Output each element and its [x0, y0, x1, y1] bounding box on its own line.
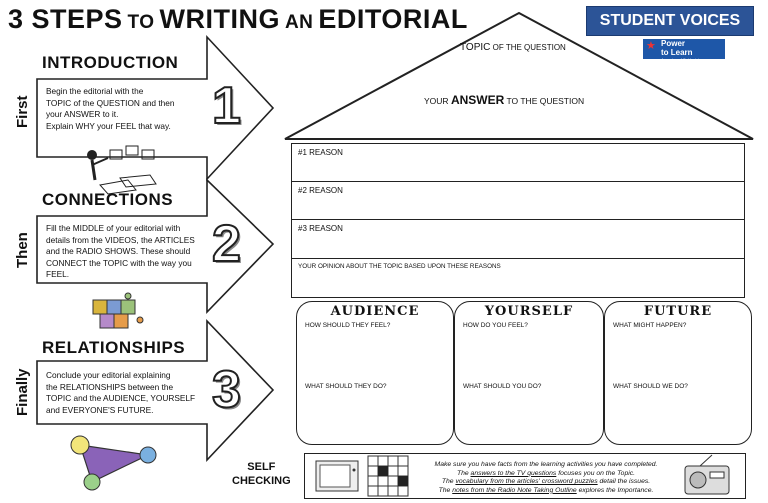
audience-q2: WHAT SHOULD THEY DO? — [305, 383, 387, 390]
roof-triangle — [285, 13, 753, 139]
page-title: 3 STEPS TO WRITING AN EDITORIAL — [8, 4, 468, 34]
reason-2-box[interactable]: #2 REASON — [291, 181, 745, 220]
yourself-heading: YOURSELF — [484, 304, 574, 319]
audience-heading: AUDIENCE — [330, 304, 420, 319]
audience-q1: HOW SHOULD THEY FEEL? — [305, 322, 391, 329]
side-label-first: First — [14, 95, 31, 128]
step-number-2: 2 — [212, 215, 241, 273]
reason-3-box[interactable]: #3 REASON — [291, 219, 745, 259]
student-voices-badge: STUDENT VOICES — [586, 6, 754, 36]
step-label-introduction: INTRODUCTION — [42, 53, 179, 72]
future-heading: FUTURE — [643, 304, 713, 319]
roof-answer: YOUR ANSWER TO THE QUESTION — [424, 93, 585, 107]
self-checking-label: SELF CHECKING — [232, 461, 291, 487]
side-label-finally: Finally — [14, 368, 31, 416]
reason-1-box[interactable]: #1 REASON — [291, 143, 745, 182]
opinion-box[interactable]: YOUR OPINION ABOUT THE TOPIC BASED UPON THESE REASONS — [291, 258, 745, 298]
future-q2: WHAT SHOULD WE DO? — [613, 383, 688, 390]
audience-panel[interactable] — [296, 301, 454, 445]
step-1-description: Begin the editorial with the TOPIC of the QUESTION and then your ANSWER to it. Explain WHY your FEEL that way. — [46, 86, 175, 131]
star-icon: ★ — [646, 40, 656, 52]
future-q1: WHAT MIGHT HAPPEN? — [613, 322, 687, 329]
future-panel[interactable] — [604, 301, 752, 445]
step-2-description: Fill the MIDDLE of your editorial with details from the VIDEOS, the ARTICLES and the RADIO SHOWS. These should CONNECT the TOPIC with the way you FEEL. — [46, 223, 195, 280]
step-number-1: 1 — [212, 77, 241, 135]
step-number-3: 3 — [212, 361, 241, 419]
self-check-text: Make sure you have facts from the learning activities you have completed. The answers to the TV questions focuses you on the Topic. The vocabulary from the articles' crossword puzzles detail the issues. The notes from the Radio Note Taking Outline explores the Importance. — [434, 461, 658, 494]
step-3-description: Conclude your editorial explaining the RELATIONSHIPS between the TOPIC and the AUDIENCE, YOURSELF and EVERYONE'S FUTURE. — [46, 370, 196, 415]
roof-topic: TOPIC OF THE QUESTION — [460, 42, 566, 53]
power-to-learn-logo: ★ Power to Learn A service of Cablevision — [643, 39, 725, 59]
side-label-then: Then — [14, 232, 31, 268]
yourself-q1: HOW DO YOU FEEL? — [463, 322, 528, 329]
puzzle-illustration — [93, 293, 143, 328]
step-label-relationships: RELATIONSHIPS — [42, 338, 186, 357]
step-label-connections: CONNECTIONS — [42, 190, 174, 209]
yourself-q2: WHAT SHOULD YOU DO? — [463, 383, 542, 390]
relationships-illustration — [71, 436, 156, 490]
yourself-panel[interactable] — [454, 301, 604, 445]
